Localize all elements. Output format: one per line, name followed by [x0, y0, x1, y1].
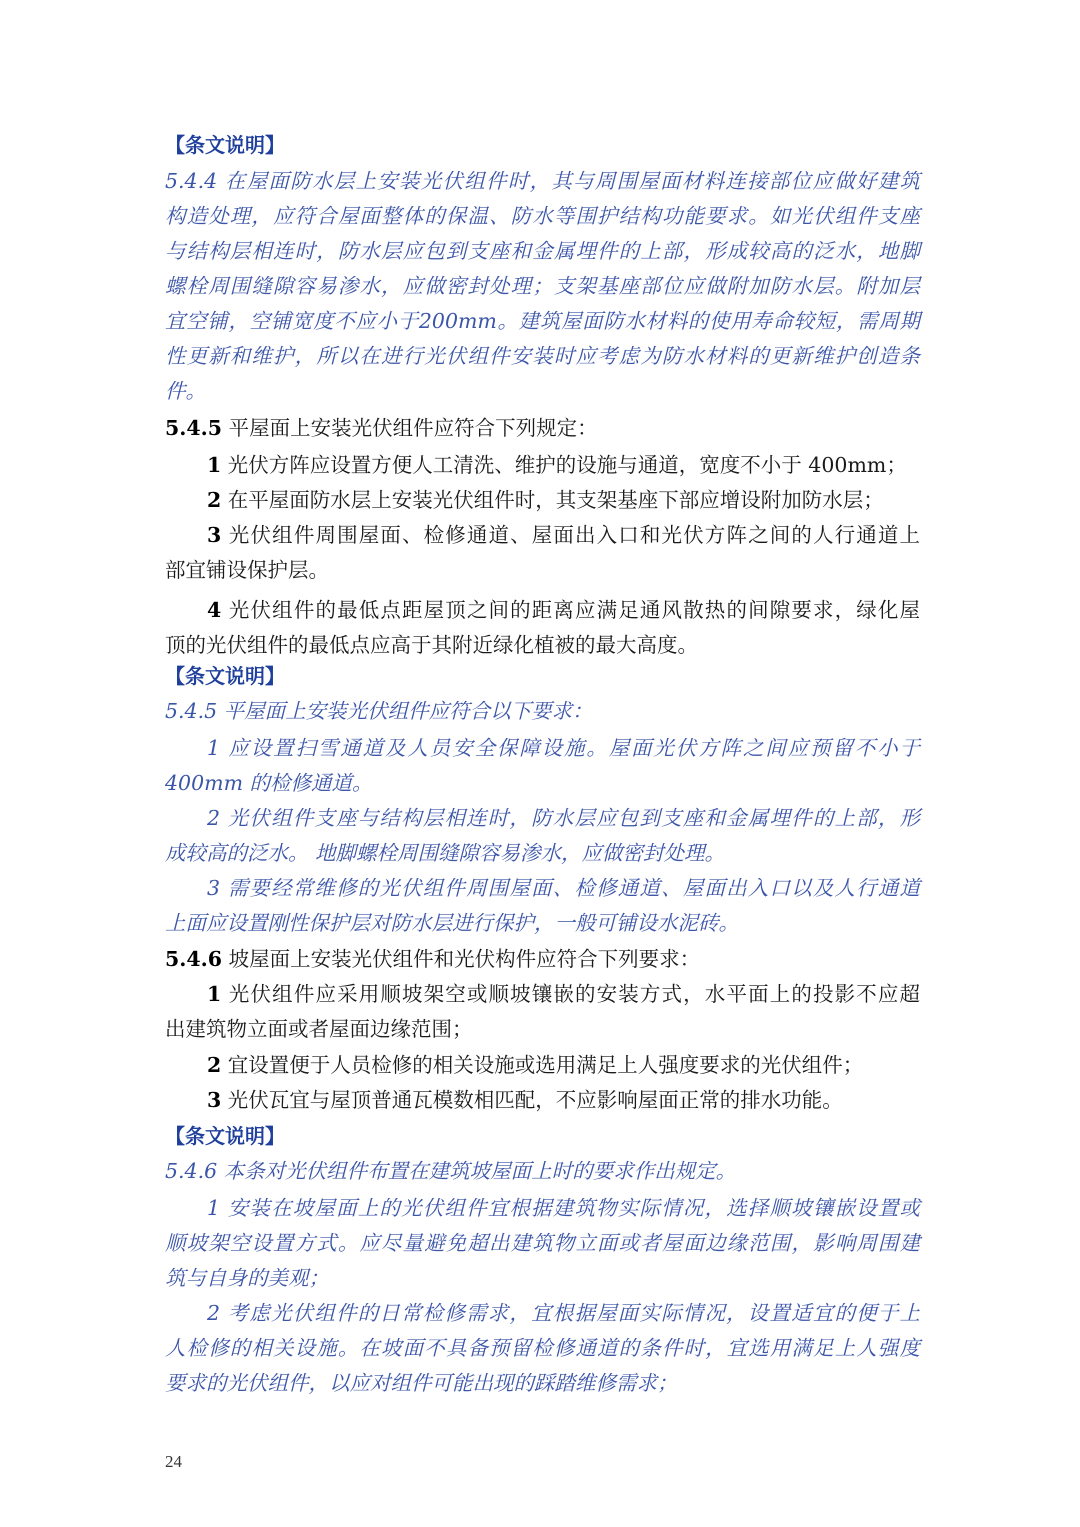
explanation-line: 宜空铺，空铺宽度不应小于200mm。建筑屋面防水材料的使用寿命较短，需周期 — [165, 309, 920, 333]
clause-item: 1 光伏方阵应设置方便人工清洗、维护的设施与通道，宽度不小于 400mm； — [207, 453, 907, 477]
clause-text: 平屋面上安装光伏组件应符合下列规定： — [228, 416, 598, 440]
explanation-line: 5.4.4 在屋面防水层上安装光伏组件时，其与周围屋面材料连接部位应做好建筑 — [165, 169, 920, 193]
explanation-line: 与结构层相连时，防水层应包到支座和金属埋件的上部，形成较高的泛水，地脚 — [165, 239, 920, 263]
explanation-heading: 【条文说明】 — [165, 1124, 285, 1148]
explanation-line: 成较高的泛水。 地脚螺栓周围缝隙容易渗水，应做密封处理。 — [165, 841, 726, 865]
clause-item-continued: 顶的光伏组件的最低点应高于其附近绿化植被的最大高度。 — [165, 633, 698, 657]
explanation-line: 2 考虑光伏组件的日常检修需求，宜根据屋面实际情况，设置适宜的便于上 — [207, 1301, 920, 1325]
explanation-line: 构造处理，应符合屋面整体的保温、防水等围护结构功能要求。如光伏组件支座 — [165, 204, 920, 228]
clause-item: 3 光伏组件周围屋面、检修通道、屋面出入口和光伏方阵之间的人行通道上 — [207, 523, 920, 547]
clause-item: 2 宜设置便于人员检修的相关设施或选用满足上人强度要求的光伏组件； — [207, 1053, 864, 1077]
clause-item: 4 光伏组件的最低点距屋顶之间的距离应满足通风散热的间隙要求，绿化屋 — [207, 598, 920, 622]
explanation-line: 3 需要经常维修的光伏组件周围屋面、检修通道、屋面出入口以及人行通道 — [207, 876, 920, 900]
explanation-line: 400mm 的检修通道。 — [165, 771, 373, 795]
explanation-line: 5.4.5 平屋面上安装光伏组件应符合以下要求： — [165, 699, 593, 723]
page-number: 24 — [165, 1452, 182, 1471]
explanation-line: 筑与自身的美观； — [165, 1266, 329, 1290]
explanation-line: 螺栓周围缝隙容易渗水，应做密封处理；支架基座部位应做附加防水层。附加层 — [165, 274, 920, 298]
explanation-line: 性更新和维护，所以在进行光伏组件安装时应考虑为防水材料的更新维护创造条 — [165, 344, 920, 368]
explanation-line: 件。 — [165, 379, 206, 403]
clause-item: 2 在平屋面防水层上安装光伏组件时，其支架基座下部应增设附加防水层； — [207, 488, 884, 512]
explanation-line: 1 安装在坡屋面上的光伏组件宜根据建筑物实际情况，选择顺坡镶嵌设置或 — [207, 1196, 920, 1220]
explanation-line: 顺坡架空设置方式。应尽量避免超出建筑物立面或者屋面边缘范围，影响周围建 — [165, 1231, 920, 1255]
explanation-line: 5.4.6 本条对光伏组件布置在建筑坡屋面上时的要求作出规定。 — [165, 1159, 737, 1183]
explanation-line: 1 应设置扫雪通道及人员安全保障设施。屋面光伏方阵之间应预留不小于 — [207, 736, 920, 760]
clause-number: 5.4.5 — [165, 416, 223, 440]
clause-text: 坡屋面上安装光伏组件和光伏构件应符合下列要求： — [228, 947, 701, 971]
clause-5-4-6 — [165, 942, 920, 976]
clause-item: 3 光伏瓦宜与屋顶普通瓦模数相匹配，不应影响屋面正常的排水功能。 — [207, 1088, 843, 1112]
explanation-line: 上面应设置刚性保护层对防水层进行保护，一般可铺设水泥砖。 — [165, 911, 739, 935]
explanation-line: 人检修的相关设施。在坡面不具备预留检修通道的条件时，宜选用满足上人强度 — [165, 1336, 920, 1360]
explanation-line: 要求的光伏组件，以应对组件可能出现的踩踏维修需求； — [165, 1371, 678, 1395]
clause-5-4-5 — [165, 411, 920, 445]
clause-item-continued: 部宜铺设保护层。 — [165, 558, 329, 582]
explanation-line: 2 光伏组件支座与结构层相连时，防水层应包到支座和金属埋件的上部，形 — [207, 806, 920, 830]
clause-item-continued: 出建筑物立面或者屋面边缘范围； — [165, 1017, 473, 1041]
clause-item: 1 光伏组件应采用顺坡架空或顺坡镶嵌的安装方式，水平面上的投影不应超 — [207, 982, 920, 1006]
explanation-heading: 【条文说明】 — [165, 133, 285, 157]
clause-number: 5.4.6 — [165, 947, 223, 971]
explanation-heading: 【条文说明】 — [165, 664, 285, 688]
